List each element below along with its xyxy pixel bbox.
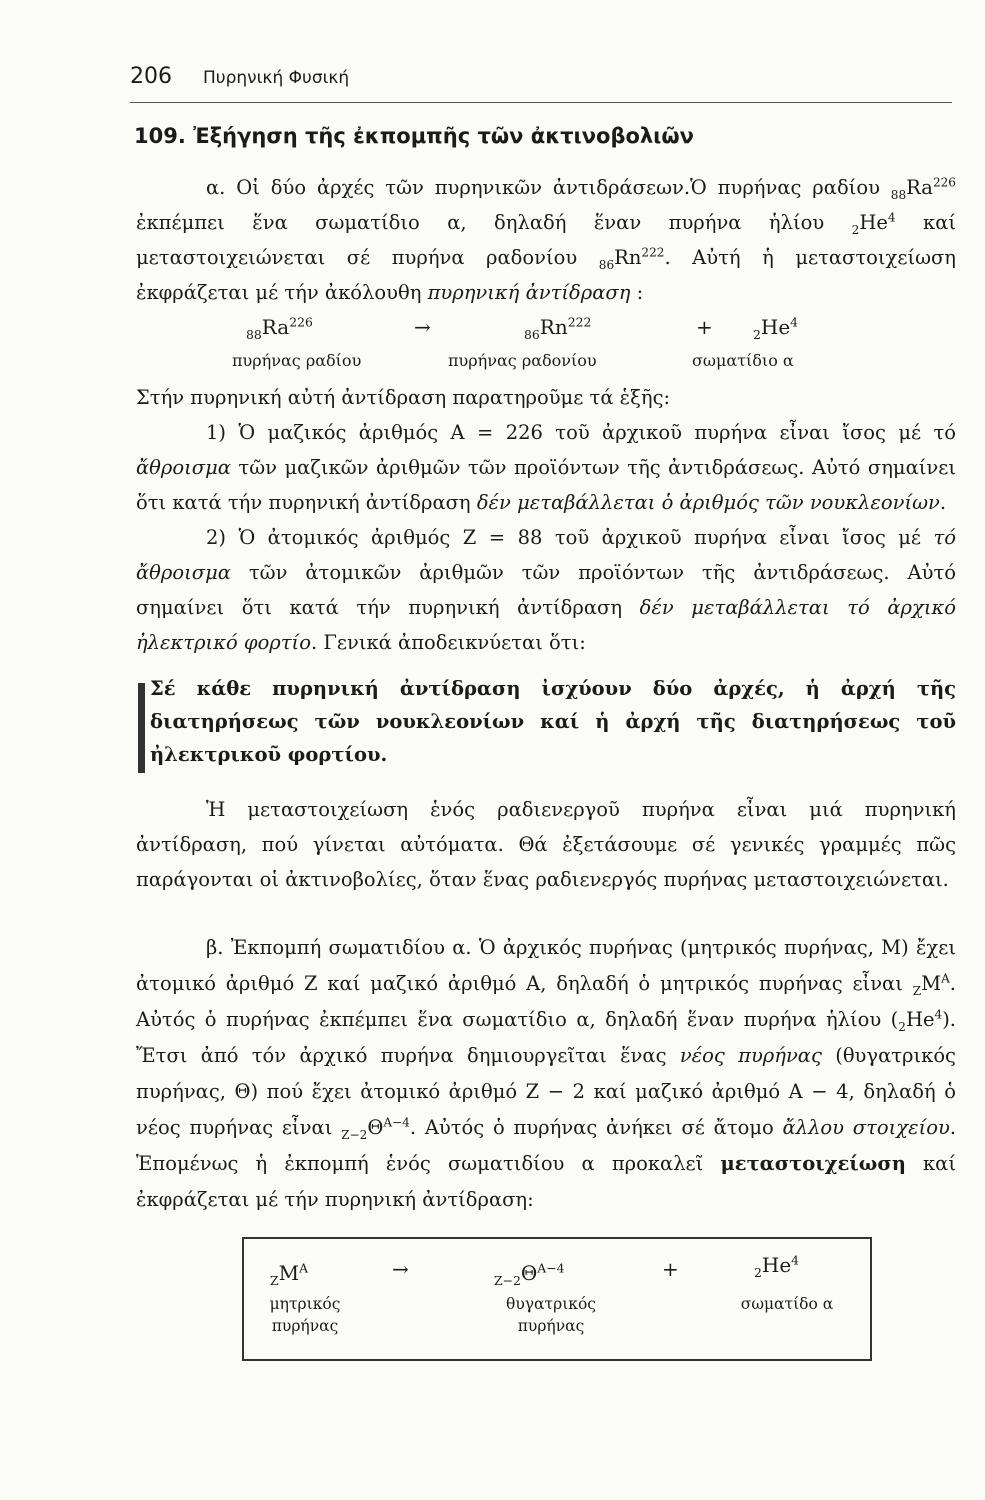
- alpha-text-4-end: :: [630, 281, 644, 304]
- reaction2-plus: +: [662, 1257, 679, 1281]
- reaction2-arrow: →: [392, 1257, 409, 1281]
- alpha-lead: α. Οἱ δύο ἀρχές τῶν πυρηνικῶν ἀντιδράσεων.: [206, 176, 691, 199]
- alpha-text-3: καί μεταστοιχειώνεται σέ πυρήνα ραδονίου: [136, 211, 957, 269]
- observations: [136, 380, 956, 660]
- observation-2: 2) Ὁ ἀτομικός ἀριθμός Z = 88 τοῦ ἀρχικοῦ πυρήνα εἶναι ἴσος μέ τό ἄθροισμα τῶν ἀτομικῶν ἀριθμῶν τῶν προϊόντων τῆς ἀντιδράσεως. Αὐτό σημαίνει ὅτι κατά τήν πυρηνική ἀντίδραση δέν μεταβάλλεται τό ἀρχικό ἠλεκτρικό φορτίο. Γενικά ἀποδεικνύεται ὅτι:: [136, 526, 957, 654]
- section-heading: 109. Ἐξήγηση τῆς ἐκπομπῆς τῶν ἀκτινοβολιῶν: [134, 124, 694, 148]
- principle-marker-bar: [138, 683, 145, 773]
- ra-atomic-number: 88: [890, 187, 907, 202]
- reaction-radium-decay: [136, 315, 956, 385]
- he-mass-number: 4: [887, 210, 896, 225]
- reaction2-label-mother: μητρικός πυρήνας: [269, 1295, 341, 1335]
- reaction1-radon: $_{86}Rn^{222}$: [524, 314, 592, 342]
- page-number: 206: [130, 64, 172, 89]
- paragraph-beta: β. Ἐκπομπή σωματιδίου α. Ὁ ἀρχικός πυρήνας (μητρικός πυρήνας, Μ) ἔχει ἀτομικό ἀριθμό Z καί μαζικό ἀριθμό A, δηλαδή ὁ μητρικός πυρήνας εἶναι $_ZM^A$. Αὐτός ὁ πυρήνας ἐκπέμπει ἕνα σωματίδιο α, δηλαδή ἕναν πυρήνα ἡλίου $(_2He^4)$. Ἔτσι ἀπό τόν ἀρχικό πυρήνα δημιουργεῖται ἕνας νέος πυρήνας (θυγατρικός πυρήνας, Θ) πού ἔχει ἀτομικό ἀριθμό Z − 2 καί μαζικό ἀριθμό A − 4, δηλαδή ὁ νέος πυρήνας εἶναι $_{Z-2}\Theta^{A-4}$. Αὐτός ὁ πυρήνας ἀνήκει σέ ἄτομο ἄλλου στοιχείου. Ἑπομένως ἡ ἐκπομπή ἑνός σωματιδίου α προκαλεῖ μεταστοιχείωση καί ἐκφράζεται μέ τήν πυρηνική ἀντίδραση:: [136, 936, 957, 1211]
- paragraph-alpha: [136, 170, 956, 310]
- ra-symbol: Ra: [906, 176, 933, 199]
- reaction1-plus: +: [696, 315, 713, 339]
- reaction1-helium: $_2He^4$: [753, 314, 799, 342]
- alpha-text-2: ἐκπέμπει ἕνα σωματίδιο α, δηλαδή ἕναν πυρήνα ἡλίου: [136, 211, 852, 234]
- observations-intro: Στήν πυρηνική αὐτή ἀντίδραση παρατηροῦμε τά ἑξῆς:: [136, 386, 671, 409]
- reaction2-helium: $_2He^4$: [754, 1252, 800, 1280]
- rn-atomic-number: 86: [598, 257, 615, 272]
- reaction1-label-radon: πυρήνας ραδονίου: [448, 351, 597, 370]
- reaction2-label-helium: σωματίδο α: [740, 1295, 834, 1313]
- observation-1: 1) Ὁ μαζικός ἀριθμός A = 226 τοῦ ἀρχικοῦ πυρήνα εἶναι ἴσος μέ τό ἄθροισμα τῶν μαζικῶν ἀριθμῶν τῶν προϊόντων τῆς ἀντιδράσεως. Αὐτό σημαίνει ὅτι κατά τήν πυρηνική ἀντίδραση δέν μεταβάλλεται ὁ ἀριθμός τῶν νουκλεονίων.: [136, 421, 956, 514]
- beta-lead: β. Ἐκπομπή σωματιδίου α.: [206, 936, 472, 959]
- reaction2-label-daughter: θυγατρικός πυρήνας: [506, 1295, 596, 1335]
- reaction1-label-radium: πυρήνας ραδίου: [232, 351, 362, 370]
- header-rule: [130, 102, 952, 103]
- transmutation-paragraph: Ἡ μεταστοιχείωση ἑνός ραδιενεργοῦ πυρήνα εἶναι μιά πυρηνική ἀντίδραση, πού γίνεται αὐτόματα. Θά ἐξετάσουμε σέ γενικές γραμμές πῶς παράγονται οἱ ἀκτινοβολίες, ὅταν ἕνας ραδιενεργός πυρήνας μεταστοιχειώνεται.: [136, 798, 956, 891]
- rn-mass-number: 222: [641, 245, 665, 260]
- reaction1-radium: $_{88}Ra^{226}$: [246, 314, 313, 342]
- alpha-text-1: Ὁ πυρήνας ραδίου: [690, 176, 891, 199]
- ra-mass-number: 226: [932, 175, 956, 190]
- reaction1-label-helium: σωματίδιο α: [692, 351, 794, 370]
- reaction2-daughter: $_{Z-2}\Theta^{A-4}$: [494, 1260, 565, 1288]
- reaction-alpha-emission-box: [242, 1237, 872, 1361]
- conservation-principle: Σέ κάθε πυρηνική ἀντίδραση ἰσχύουν δύο ἀρχές, ἡ ἀρχή τῆς διατηρήσεως τῶν νουκλεονίων καί ἡ ἀρχή τῆς διατηρήσεως τοῦ ἠλεκτρικοῦ φορτίου.: [150, 677, 956, 766]
- running-head: Πυρηνική Φυσική: [203, 68, 350, 88]
- he-symbol: He: [859, 211, 888, 234]
- reaction2-mother: $_ZM^A$: [270, 1260, 309, 1288]
- rn-symbol: Rn: [614, 246, 642, 269]
- reaction1-arrow: →: [414, 315, 431, 339]
- alpha-text-4: . Αὐτή ἡ μεταστοιχείωση ἐκφράζεται μέ τήν ἀκόλουθη: [136, 246, 956, 304]
- he-atomic-number: 2: [851, 222, 860, 237]
- alpha-text-4-emphasis: πυρηνική ἀντίδραση: [427, 281, 631, 304]
